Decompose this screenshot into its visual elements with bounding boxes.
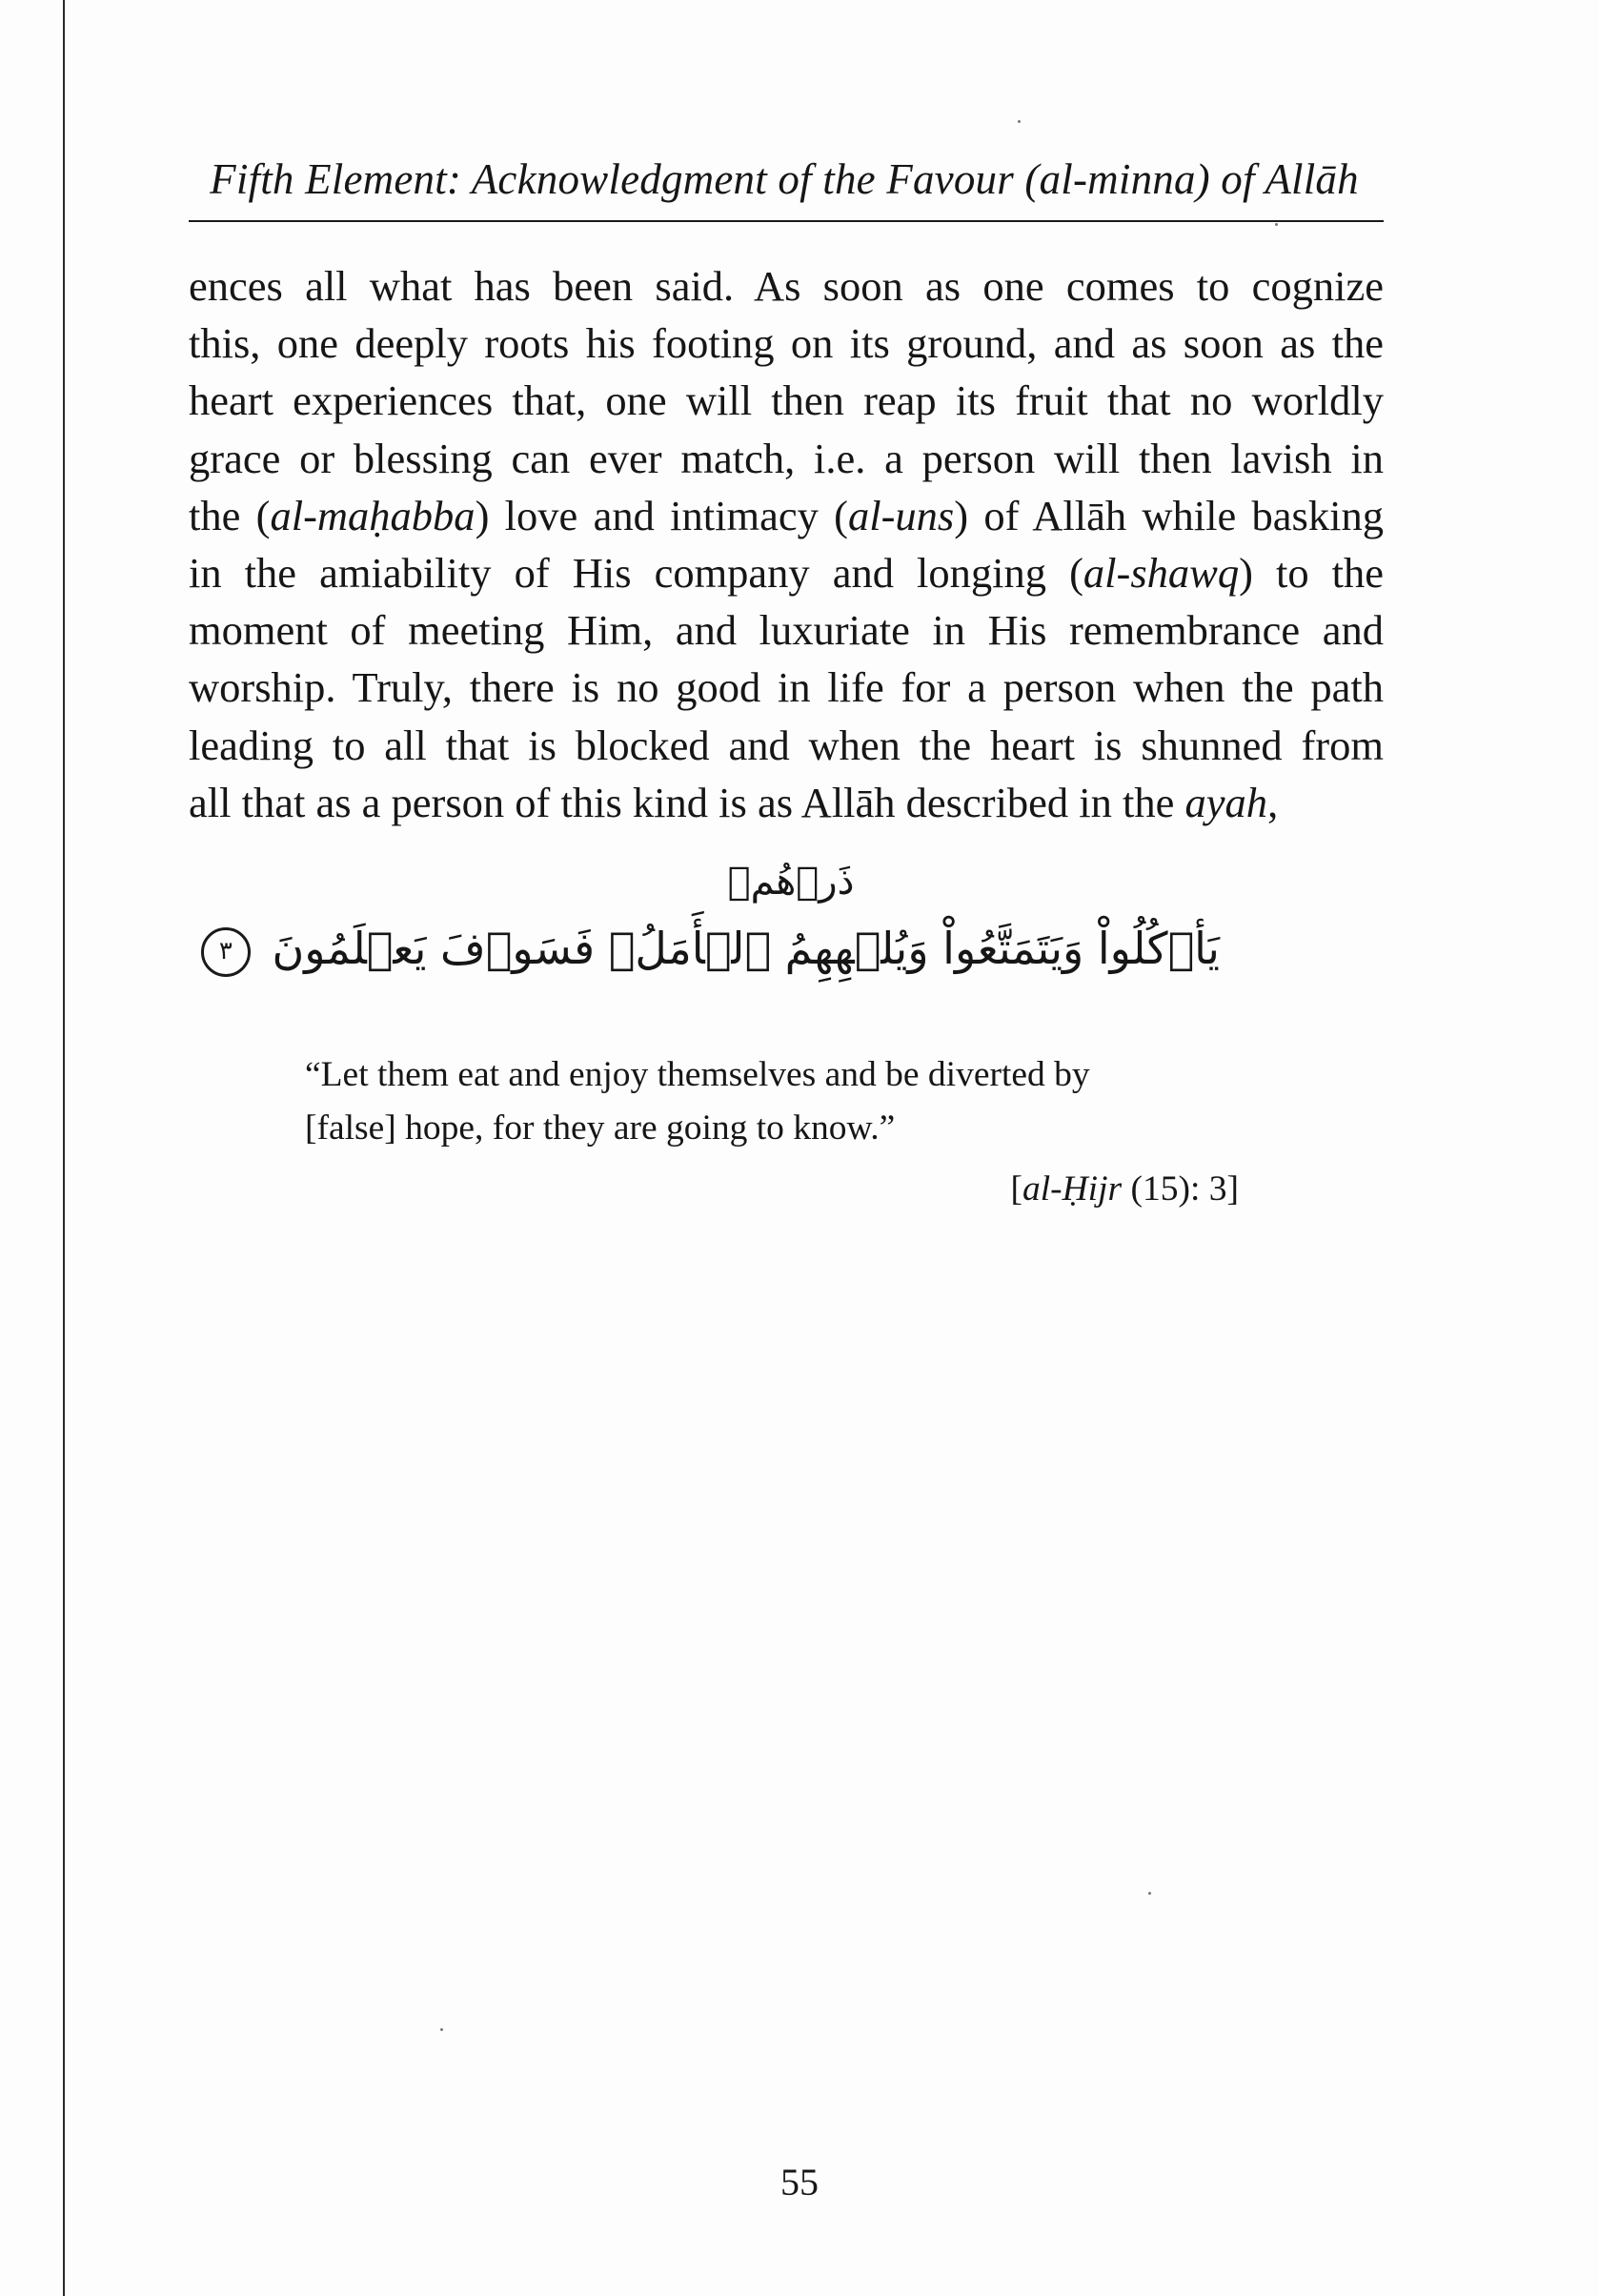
print-speck [1275, 223, 1278, 226]
print-speck [440, 2028, 443, 2031]
verse-translation [305, 1048, 1239, 1155]
body-line [189, 544, 1384, 601]
print-speck [1148, 1892, 1151, 1895]
verse-text [218, 910, 1220, 986]
text-run: grace or blessing can ever match, i.e. a person will then lavish in [189, 434, 1384, 482]
citation-ref: (15): 3] [1122, 1169, 1239, 1209]
text-run: the ( [189, 491, 271, 539]
translation-line: “Let them eat and enjoy themselves and be diverted by [305, 1055, 1090, 1094]
translation-line: [false] hope, for they are going to know.” [305, 1108, 896, 1148]
body-line [189, 372, 1384, 429]
text-run: ) love and intimacy ( [475, 491, 848, 539]
text-run: ) of Allāh while basking [954, 491, 1384, 539]
italic-term: al-maḥabba [270, 491, 476, 539]
text-run: , [1267, 778, 1279, 826]
ayah-number-marker: ٣ [201, 927, 251, 977]
italic-term: ayah [1184, 778, 1268, 826]
running-head: Fifth Element: Acknowledgment of the Favour (al-minna) of Allāh [210, 155, 1359, 203]
text-run: heart experiences that, one will then reap its fruit that no worldly [189, 376, 1384, 425]
quran-verse [218, 853, 1220, 986]
body-line [189, 659, 1384, 716]
page-number: 55 [780, 2161, 819, 2204]
text-run: this, one deeply roots his footing on its ground, and as soon as the [189, 319, 1384, 368]
body-line [189, 430, 1384, 487]
italic-term: al-shawq [1083, 549, 1240, 598]
body-line [189, 257, 1384, 315]
italic-term: al-uns [847, 491, 955, 539]
body-paragraph [189, 257, 1384, 831]
verse-main-text: يَأۡكُلُواْ وَيَتَمَتَّعُواْ وَيُلۡهِهِمُ ٱلۡأَمَلُۖ فَسَوۡفَ يَعۡلَمُونَ [272, 923, 1220, 974]
body-line [189, 487, 1384, 544]
body-line [189, 601, 1384, 659]
text-run: leading to all that is blocked and when the heart is shunned from [189, 721, 1384, 769]
body-line [189, 315, 1384, 372]
text-run: all that as a person of this kind is as Allāh described in the [189, 778, 1185, 826]
binding-edge-line [63, 0, 65, 2296]
verse-citation [858, 1163, 1239, 1216]
print-speck [1018, 120, 1021, 123]
text-run: in the amiability of His company and longing ( [189, 549, 1083, 598]
verse-first-word: ذَرۡهُمۡ [727, 860, 855, 904]
citation-surah: al-Ḥijr [1022, 1169, 1123, 1209]
citation-open: [ [1010, 1169, 1022, 1209]
text-run: ) to the [1239, 549, 1384, 598]
body-line [189, 774, 1384, 831]
running-head-rule [189, 220, 1384, 222]
text-run: ences all what has been said. As soon as one comes to cognize [189, 262, 1384, 310]
text-run: moment of meeting Him, and luxuriate in His remembrance and [189, 606, 1384, 655]
text-run: worship. Truly, there is no good in life for a person when the path [189, 663, 1384, 712]
body-line [189, 717, 1384, 774]
